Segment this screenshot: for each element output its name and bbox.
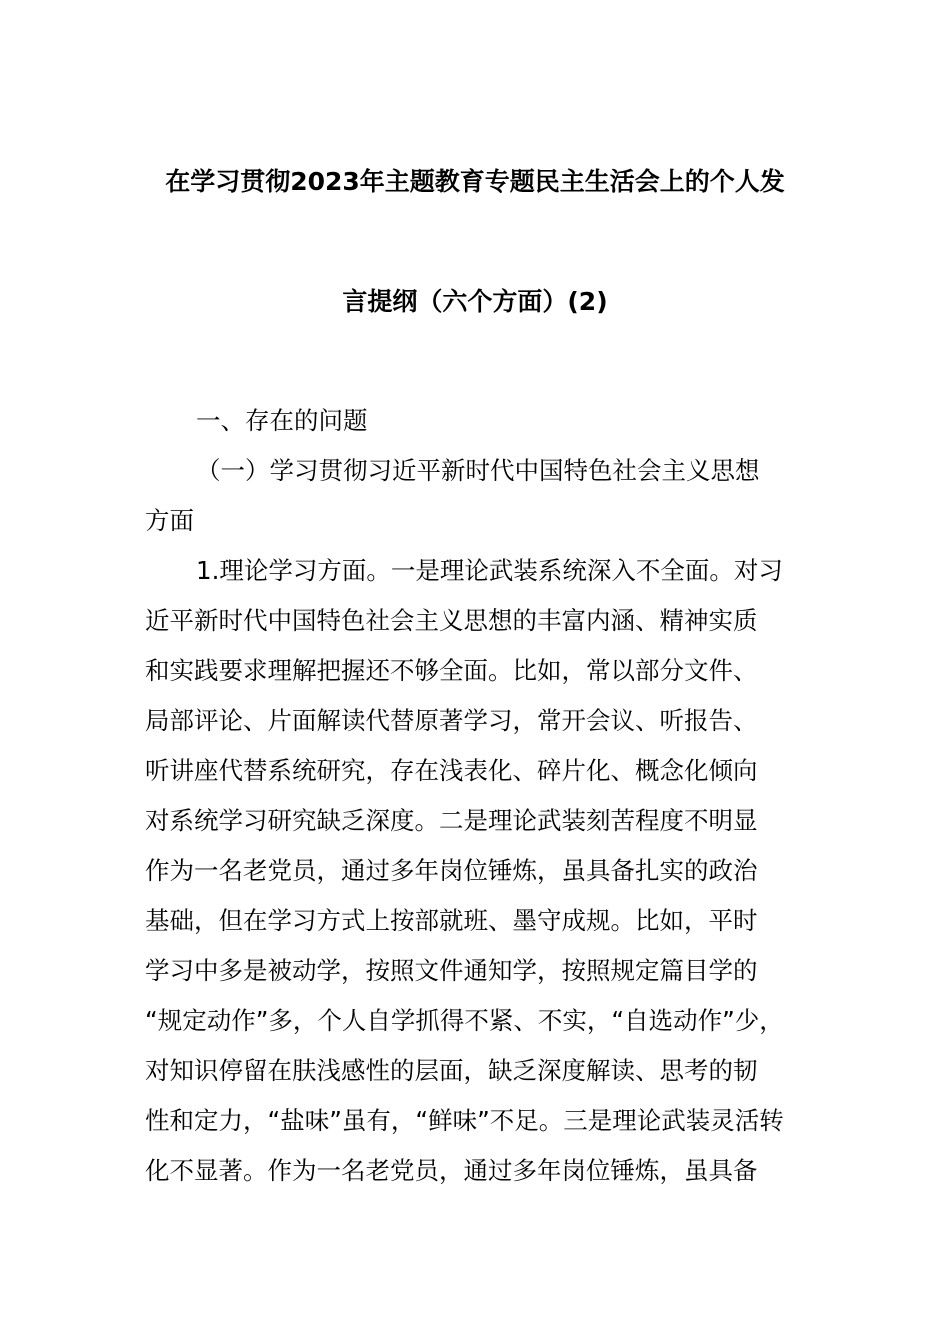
document-title-line-1: 在学习贯彻2023年主题教育专题民主生活会上的个人发 [165, 167, 785, 196]
paragraph-line: “规定动作”多，个人自学抓得不紧、不实，“自选动作”少， [145, 1006, 784, 1035]
section-heading: 一、存在的问题 [196, 406, 368, 435]
paragraph-line: 局部评论、片面解读代替原著学习，常开会议、听报告、 [145, 706, 758, 735]
paragraph-line: 性和定力，“盐味”虽有，“鲜味”不足。三是理论武装灵活转 [145, 1106, 784, 1135]
paragraph-line: 对系统学习研究缺乏深度。二是理论武装刻苦程度不明显 [145, 806, 758, 835]
paragraph-line: 1.理论学习方面。一是理论武装系统深入不全面。对习 [196, 556, 783, 585]
paragraph-line: 作为一名老党员，通过多年岗位锤炼，虽具备扎实的政治 [145, 856, 758, 885]
paragraph-line: 对知识停留在肤浅感性的层面，缺乏深度解读、思考的韧 [145, 1056, 758, 1085]
subsection-heading-line-1: （一）学习贯彻习近平新时代中国特色社会主义思想 [196, 456, 760, 485]
paragraph-line: 近平新时代中国特色社会主义思想的丰富内涵、精神实质 [145, 606, 758, 635]
subsection-heading-line-2: 方面 [145, 506, 194, 535]
paragraph-line: 化不显著。作为一名老党员，通过多年岗位锤炼，虽具备 [145, 1156, 758, 1185]
paragraph-line: 基础，但在学习方式上按部就班、墨守成规。比如，平时 [145, 906, 758, 935]
paragraph-line: 和实践要求理解把握还不够全面。比如，常以部分文件、 [145, 656, 758, 685]
paragraph-line: 学习中多是被动学，按照文件通知学，按照规定篇目学的 [145, 956, 758, 985]
paragraph-line: 听讲座代替系统研究，存在浅表化、碎片化、概念化倾向 [145, 756, 758, 785]
document-title-line-2: 言提纲（六个方面）(2) [342, 287, 608, 316]
